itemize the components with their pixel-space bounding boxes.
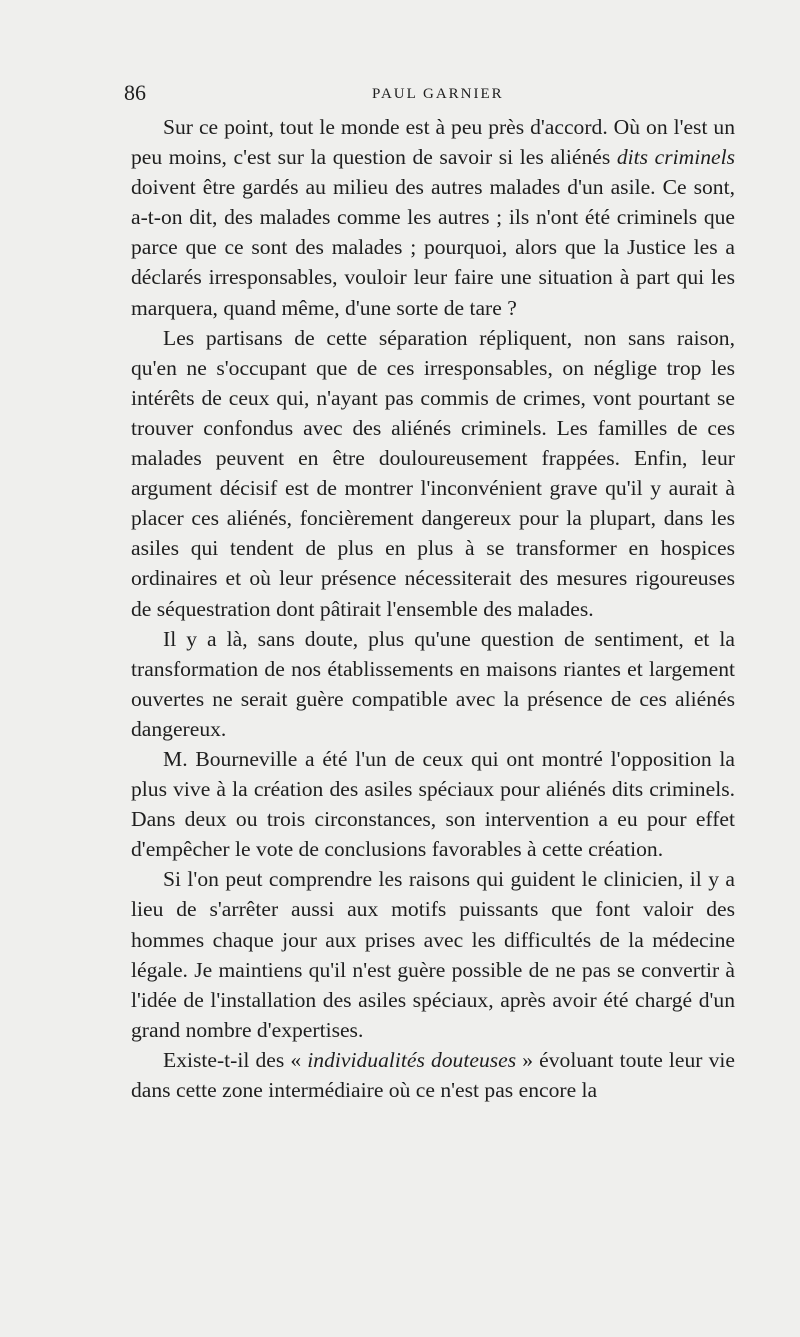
page-header: [124, 80, 732, 110]
text-run: » évoluant toute leur vie dans cette zone intermédiaire où ce n'est pas encore la: [131, 1047, 735, 1102]
text-run: Existe-t-il des «: [163, 1047, 308, 1072]
paragraph-6: [131, 1045, 735, 1105]
running-head: PAUL GARNIER: [372, 86, 504, 102]
body-text: [131, 112, 735, 1105]
italic-text: individualités douteuses: [307, 1047, 517, 1072]
paragraph-3: Il y a là, sans doute, plus qu'une question de sentiment, et la transformation de nos établissements en maisons riantes et largement ouvertes ne serait guère compatible avec la présence de ces aliénés dangereux.: [131, 626, 735, 741]
text-run: Sur ce point, tout le monde est à peu près d'accord. Où on l'est un peu moins, c'est sur la question de savoir si les aliénés: [131, 115, 735, 170]
paragraph-4: M. Bourneville a été l'un de ceux qui ont montré l'opposition la plus vive à la création des asiles spéciaux pour aliénés dits criminels. Dans deux ou trois circonstances, son intervention a eu pour effet d'empêcher le vote de conclusions favorables à cette création.: [131, 746, 735, 862]
paragraph-2: Les partisans de cette séparation répliquent, non sans raison, qu'en ne s'occupant que de ces irresponsables, on néglige trop les intérêts de ceux qui, n'ayant pas commis de crimes, vont pourtant se trouver confondus avec des aliénés criminels. Les familles de ces malades peuvent en être douloureusement frappées. Enfin, leur argument décisif est de montrer l'inconvénient grave qu'il y aurait à placer ces aliénés, foncièrement dangereux pour la plupart, dans les asiles qui tendent de plus en plus à se transformer en hospices ordinaires et où leur présence nécessiterait des mesures rigoureuses de séquestration dont pâtirait l'ensemble des malades.: [131, 325, 735, 621]
page-number: 86: [124, 80, 146, 105]
text-run: doivent être gardés au milieu des autres malades d'un asile. Ce sont, a-t-on dit, des malades comme les autres ; ils n'ont été criminels que parce que ce sont des malades ; pourquoi, alors que la Justice les a déclarés irresponsables, vouloir leur faire une situation à part qui les marquera, quand même, d'une sorte de tare ?: [131, 175, 735, 320]
paragraph-1: [131, 112, 735, 323]
italic-text: dits criminels: [616, 145, 736, 170]
paragraph-5: Si l'on peut comprendre les raisons qui guident le clinicien, il y a lieu de s'arrêter aussi aux motifs puissants que font valoir des hommes chaque jour aux prises avec les difficultés de la médecine légale. Je maintiens qu'il n'est guère possible de ne pas se convertir à l'idée de l'installation des asiles spéciaux, après avoir été chargé d'un grand nombre d'expertises.: [131, 867, 735, 1042]
